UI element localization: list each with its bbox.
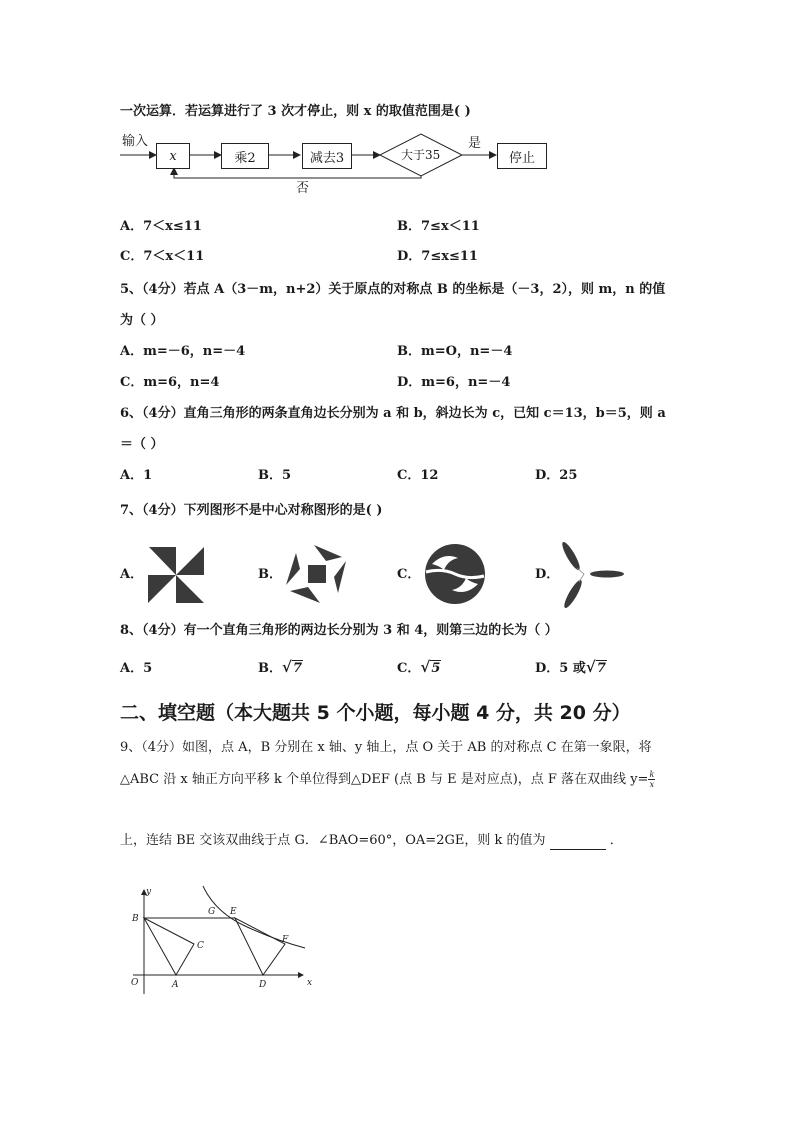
- q4-option-c: C．7＜x＜11: [120, 249, 205, 264]
- label-o: O: [131, 978, 139, 988]
- q4-option-b: B．7≤x＜11: [397, 219, 480, 234]
- section-2-title: 二、填空题（本大题共 5 个小题，每小题 4 分，共 20 分）: [120, 702, 631, 724]
- q7-option-a-label: A．: [120, 567, 144, 582]
- q8-option-c: C． √ 5: [397, 658, 441, 676]
- q4-option-a: A．7＜x≤11: [120, 219, 202, 234]
- q4-option-d: D．7≤x≤11: [397, 249, 478, 264]
- flow-input-label: 输入: [122, 134, 149, 149]
- q9-line1: 9、（4分）如图，点 A，B 分别在 x 轴、y 轴上，点 O 关于 AB 的对称点 C 在第一象限，将: [120, 740, 652, 755]
- label-e: E: [230, 907, 237, 917]
- flow-no-label: 否: [296, 181, 310, 196]
- triangle-abc: [144, 918, 194, 975]
- q9-line2: △ABC 沿 x 轴正方向平移 k 个单位得到△DEF (点 B 与 E 是对应点)，点 F 落在双曲线 y= $\frac{k}{x}$: [120, 770, 655, 789]
- flow-stop-box: 停止: [497, 143, 547, 169]
- flow-subtract-box: 减去3: [302, 143, 352, 169]
- q7-option-b-label: B．: [258, 567, 282, 582]
- q9-line3: 上，连结 BE 交该双曲线于点 G．∠BAO=60°，OA=2GE，则 k 的值为 ．: [120, 833, 623, 848]
- q4-stem: 一次运算．若运算进行了 3 次才停止，则 x 的取值范围是( ): [120, 104, 471, 119]
- q5-option-a: A．m=－6，n=－4: [120, 344, 246, 359]
- flowchart: [118, 130, 558, 205]
- pinwheel-figure: [145, 545, 207, 605]
- q7-stem: 7、（4分）下列图形不是中心对称图形的是( ): [120, 503, 383, 518]
- flow-x-box: x: [156, 143, 190, 169]
- q9-geometry-figure: [125, 882, 325, 1000]
- label-x: x: [307, 978, 313, 988]
- q5-option-b: B．m=O，n=－4: [397, 344, 513, 359]
- q8-option-b: B． √ 7: [258, 658, 303, 676]
- q8-option-a: A．5: [120, 661, 153, 676]
- q6-option-a: A．1: [120, 468, 153, 483]
- q7-option-c-label: C．: [397, 567, 421, 582]
- three-petal-figure: [557, 538, 629, 610]
- q8-stem: 8、（4分）有一个直角三角形的两边长分别为 3 和 4，则第三边的长为（ ）: [120, 623, 558, 638]
- q5-stem-line1: 5、（4分）若点 A（3－m，n+2）关于原点的对称点 B 的坐标是（－3，2），则 m，n 的值: [120, 282, 666, 297]
- q8-option-d: D．5 或 √ 7: [535, 658, 606, 676]
- label-b: B: [132, 914, 139, 924]
- q7-option-d-label: D．: [535, 567, 560, 582]
- flow-yes-label: 是: [468, 136, 482, 151]
- label-a: A: [172, 980, 179, 990]
- triangle-def: [235, 918, 285, 975]
- q6-option-c: C．12: [397, 468, 439, 483]
- label-g: G: [208, 907, 216, 917]
- k-over-x-fraction: $\frac{k}{x}$: [649, 770, 655, 789]
- taiji-figure: [422, 542, 488, 606]
- triangles-square-figure: [282, 543, 352, 605]
- flow-condition-text: 大于35: [401, 148, 441, 162]
- hyperbola-curve: [203, 886, 305, 948]
- flow-multiply-box: 乘2: [221, 143, 269, 169]
- label-d: D: [259, 980, 267, 990]
- label-y: y: [146, 887, 152, 897]
- q6-option-b: B．5: [258, 468, 292, 483]
- q6-stem-line2: ＝（ ）: [120, 437, 164, 452]
- q5-option-d: D．m=6，n=－4: [397, 375, 511, 390]
- q6-option-d: D．25: [535, 468, 578, 483]
- q6-stem-line1: 6、（4分）直角三角形的两条直角边长分别为 a 和 b，斜边长为 c，已知 c＝13，b＝5，则 a: [120, 406, 666, 421]
- q5-stem-line2: 为（ ）: [120, 313, 164, 328]
- q5-option-c: C．m=6，n=4: [120, 375, 220, 390]
- answer-blank: [550, 836, 606, 850]
- label-f: F: [282, 935, 289, 945]
- label-c: C: [197, 941, 204, 951]
